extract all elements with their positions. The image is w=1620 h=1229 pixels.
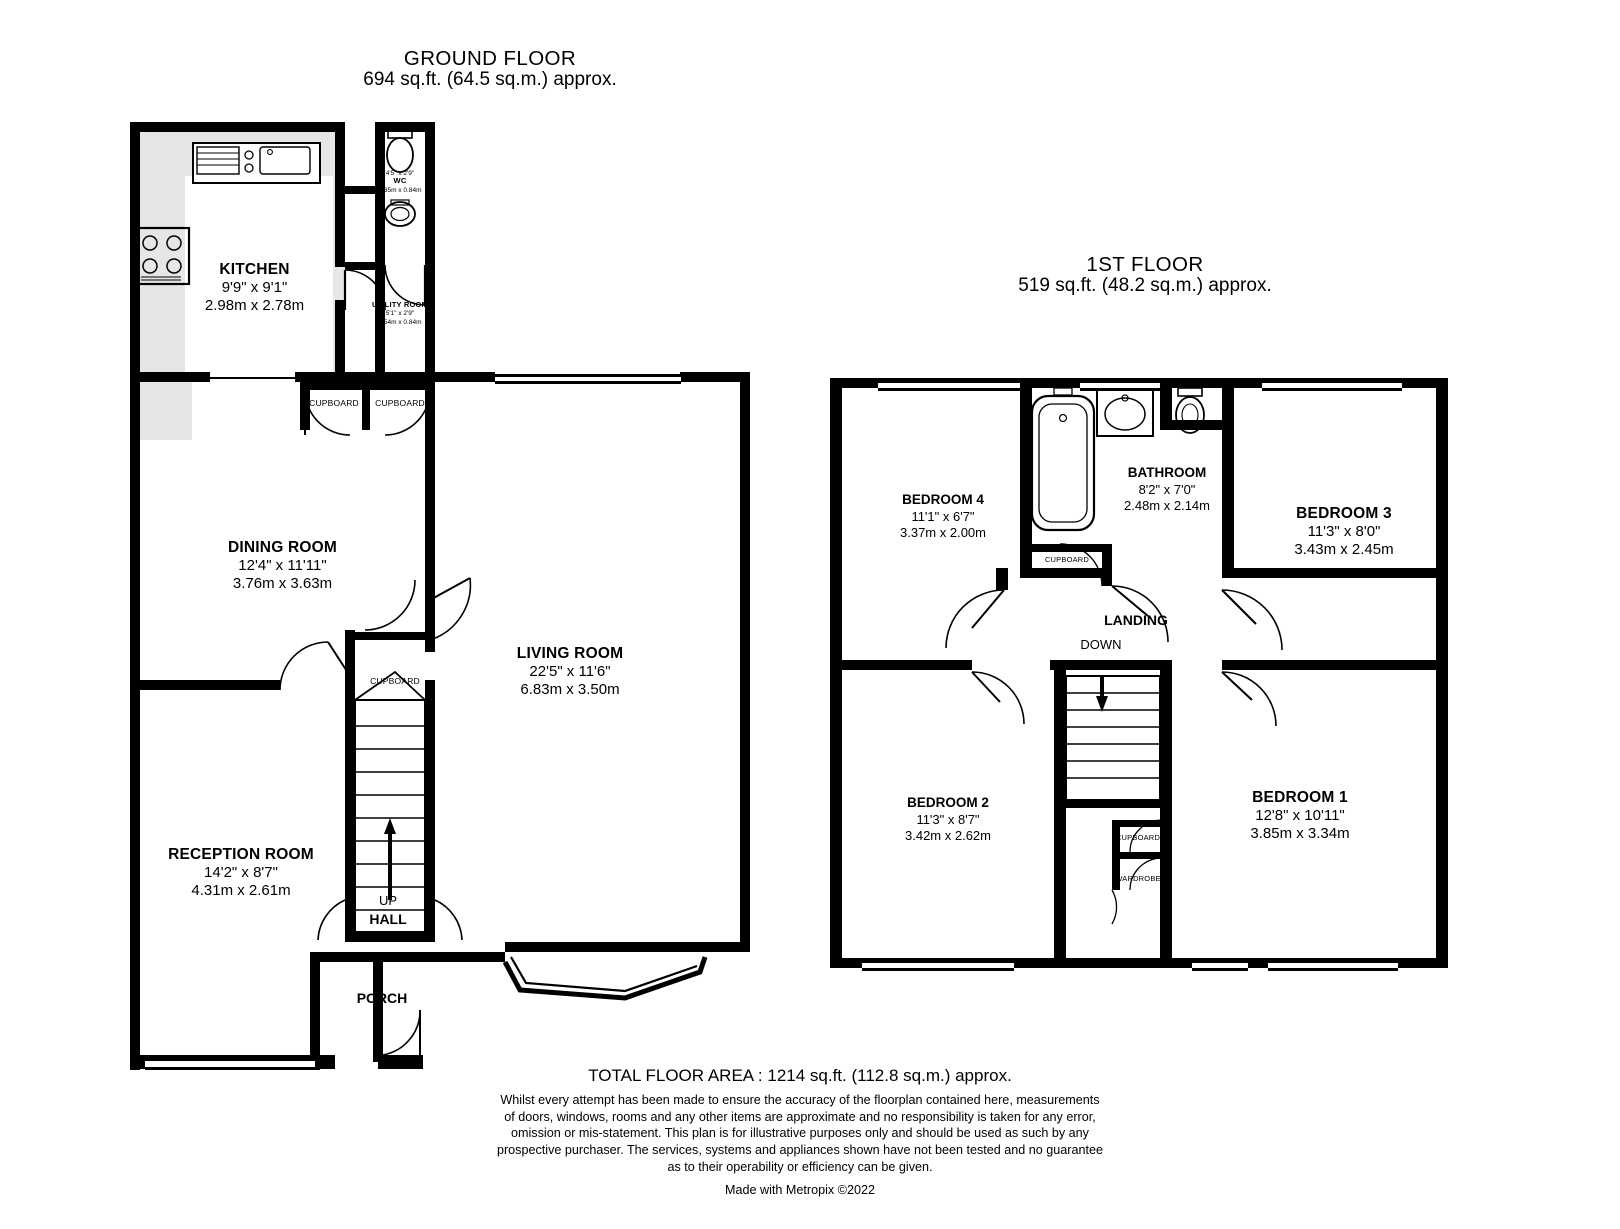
- room-bed4-dim-m: 3.37m x 2.00m: [900, 525, 986, 540]
- label-up: UP: [378, 893, 398, 908]
- made-with-credit: Made with Metropix ©2022: [725, 1183, 875, 1197]
- room-bed1-dim-m: 3.85m x 3.34m: [1250, 825, 1350, 842]
- room-bed4-dim-ft: 11'1" x 6'7": [911, 509, 975, 524]
- disclaimer-line-5: as to their operability or efficiency can be given.: [667, 1159, 933, 1174]
- disclaimer-line-4: prospective purchaser. The services, systems and appliances shown have not been tested and no guarantee: [496, 1143, 1104, 1158]
- room-wc-dim-m: 1.35m x 0.84m: [378, 187, 422, 194]
- room-bed2-dim-ft: 11'3" x 8'7": [916, 812, 980, 827]
- label-cupboard-dining-left: CUPBOARD: [309, 398, 359, 408]
- room-bed3-dim-ft: 11'3" x 8'0": [1307, 523, 1381, 540]
- label-cupboard-landing: CUPBOARD: [1044, 555, 1090, 564]
- room-wc-name: WC: [393, 176, 407, 185]
- room-utility-dim-m: 1.54m x 0.84m: [378, 319, 422, 326]
- room-bed3-name: BEDROOM 3: [1296, 505, 1392, 522]
- label-porch: PORCH: [356, 990, 408, 1006]
- ground-floor-area: 694 sq.ft. (64.5 sq.m.) approx.: [363, 69, 617, 90]
- room-bed2-dim-m: 3.42m x 2.62m: [905, 828, 991, 843]
- room-utility-dim-ft: 5'1" x 2'9": [385, 310, 415, 317]
- disclaimer-line-1: Whilst every attempt has been made to ensure the accuracy of the floorplan contained here, measurements: [500, 1093, 1100, 1107]
- label-cupboard-bed1: CUPBOARD: [1115, 833, 1161, 842]
- room-wc-dim-ft: 4'5" x 2'9": [385, 170, 415, 177]
- room-bed3-dim-m: 3.43m x 2.45m: [1294, 541, 1394, 558]
- room-utility-name: UTILITY ROOM: [371, 300, 428, 309]
- first-floor-area: 519 sq.ft. (48.2 sq.m.) approx.: [1018, 275, 1272, 296]
- room-bathroom-dim-m: 2.48m x 2.14m: [1124, 498, 1210, 513]
- label-cupboard-dining-right: CUPBOARD: [375, 398, 425, 408]
- room-living-dim-ft: 22'5" x 11'6": [529, 663, 611, 680]
- room-bed4-name: BEDROOM 4: [902, 492, 984, 507]
- room-living-name: LIVING ROOM: [516, 645, 624, 662]
- room-reception-dim-ft: 14'2" x 8'7": [204, 864, 278, 881]
- room-living-dim-m: 6.83m x 3.50m: [520, 681, 620, 698]
- label-cupboard-stairs: CUPBOARD: [370, 676, 420, 686]
- room-bathroom-dim-ft: 8'2" x 7'0": [1138, 482, 1196, 497]
- first-floor-title: 1ST FLOOR: [1086, 253, 1204, 276]
- label-hall: HALL: [369, 911, 407, 927]
- room-reception-name: RECEPTION ROOM: [168, 846, 314, 863]
- room-bed1-name: BEDROOM 1: [1252, 789, 1348, 806]
- room-dining-dim-ft: 12'4" x 11'11": [238, 557, 327, 574]
- room-bathroom-name: BATHROOM: [1127, 465, 1207, 480]
- room-bed2-name: BEDROOM 2: [907, 795, 989, 810]
- label-down: DOWN: [1080, 637, 1122, 652]
- room-dining-dim-m: 3.76m x 3.63m: [232, 575, 333, 592]
- room-kitchen-dim-m: 2.98m x 2.78m: [204, 297, 305, 314]
- disclaimer: [410, 1092, 1190, 1176]
- ground-floor-title: GROUND FLOOR: [403, 47, 577, 70]
- room-kitchen-dim-ft: 9'9" x 9'1": [221, 279, 288, 296]
- room-kitchen-name: KITCHEN: [219, 261, 290, 278]
- disclaimer-line-2: of doors, windows, rooms and any other items are approximate and no responsibility is taken for any error,: [504, 1109, 1096, 1124]
- label-wardrobe-bed1: WARDROBE: [1115, 874, 1161, 883]
- room-bed1-dim-ft: 12'8" x 10'11": [1255, 807, 1345, 824]
- disclaimer-line-3: omission or mis-statement. This plan is for illustrative purposes only and should be used as such by any: [511, 1126, 1089, 1141]
- room-dining-name: DINING ROOM: [228, 539, 337, 556]
- room-reception-dim-m: 4.31m x 2.61m: [191, 882, 291, 899]
- total-floor-area: TOTAL FLOOR AREA : 1214 sq.ft. (112.8 sq.m.) approx.: [588, 1066, 1012, 1085]
- label-landing: LANDING: [1104, 612, 1168, 628]
